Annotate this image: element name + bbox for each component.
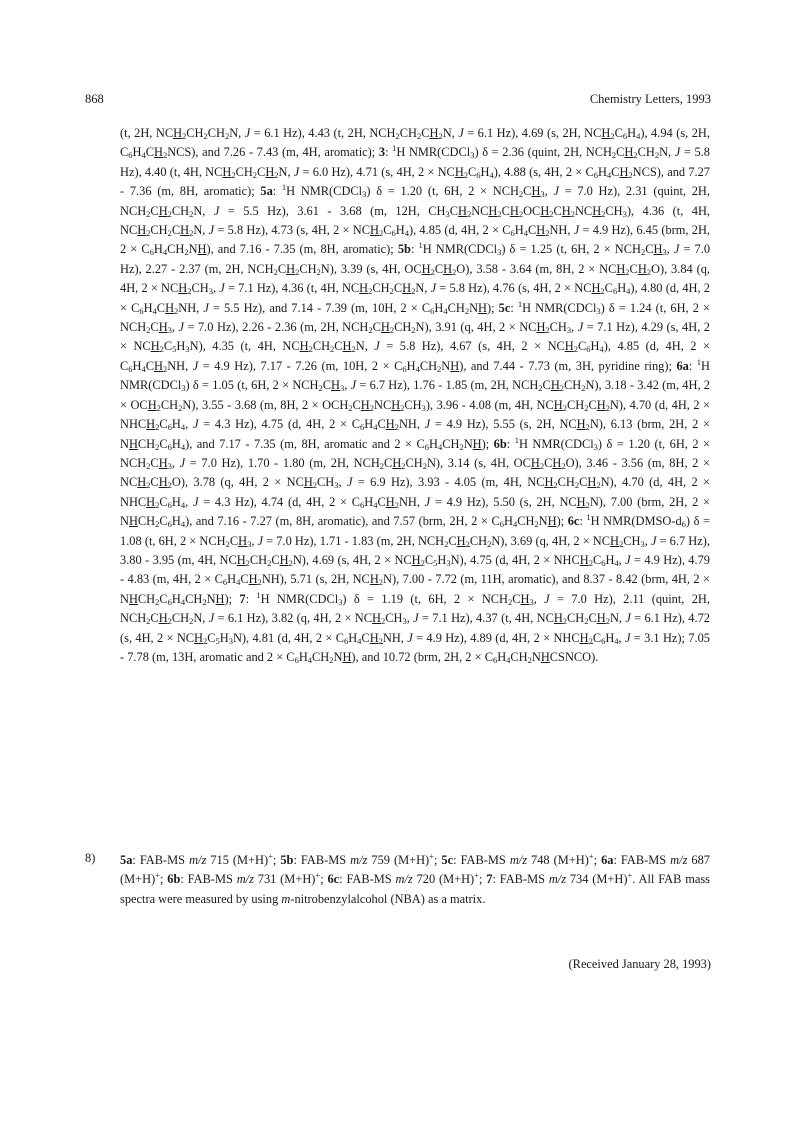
note-number: 8) (85, 851, 96, 865)
nmr-data-text: (t, 2H, $NCH_2CH_2CH_2N$, J = 6.1 Hz), 4.43 (t, 2H, $NCH_2CH_2CH_2N$, J = 6.1 Hz), 4.69 (s, 2H, $NCH_2C_6H_4$), 4.94 (s, 2H, $C_6H_4CH_2NCS$), and 7.26 - 7.43 (m, 4H, aromatic); 3: $^1$H NMR(CDCl$_3$) δ = 2.36 (quint, 2H, $NCH_2CH_2CH_2N$, J = 5.8 Hz), 4.40 (t, 4H, $NCH_2CH_2CH_2N$, J = 6.0 Hz), 4.71 (s, 4H, $2 \times NCH_2C_6H_4$), 4.88 (s, 4H, $2 \times C_6H_4CH_2NCS$), and 7.27 - 7.36 (m, 8H, aromatic); 5a: $^1$H NMR(CDCl$_3$) δ = 1.20 (t, 6H, $2 \times NCH_2CH_3$, J = 7.0 Hz), 2.31 (quint, 2H, $NCH_2CH_2CH_2N$, J = 5.5 Hz), 3.61 - 3.68 (m, 12H, $CH_3CH_2NCH_2CH_2OCH_2CH_2NCH_2CH_3$), 4.36 (t, 4H, $NCH_2CH_2CH_2N$, J = 5.8 Hz), 4.73 (s, 4H, $2 \times NCH_2C_6H_4$), 4.85 (d, 4H, $2 \times C_6H_4CH_2NH$, J = 4.9 Hz), 6.45 (brm, 2H, $2 \times C_6H_4CH_2NH$), and 7.16 - 7.35 (m, 8H, aromatic); 5b: $^1$H NMR(CDCl$_3$) δ = 1.25 (t, 6H, $2 \times NCH_2CH_3$, J = 7.0 Hz), 2.27 - 2.37 (m, 2H, $NCH_2CH_2CH_2N$), 3.39 (s, 4H, $OCH_2CH_2O$), 3.58 - 3.64 (m, 8H, $2 \times NCH_2CH_2O$), 3.84 (q, 4H, $2 \times NCH_2CH_3$, J = 7.1 Hz), 4.36 (t, 4H, $NCH_2CH_2CH_2N$, J = 5.8 Hz), 4.76 (s, 4H, $2 \times NCH_2C_6H_4$), 4.80 (d, 4H, $2 \times C_6H_4CH_2NH$, J = 5.5 Hz), and 7.14 - 7.39 (m, 10H, $2 \times C_6H_4CH_2NH$); 5c: $^1$H NMR(CDCl$_3$) δ = 1.24 (t, 6H, $2 \times NCH_2CH_3$, J = 7.0 Hz), 2.26 - 2.36 (m, 2H, $NCH_2CH_2CH_2N$), 3.91 (q, 4H, $2 \times NCH_2CH_3$, J = 7.1 Hz), 4.29 (s, 4H, $2 \times NCH_2C_5H_3N$), 4.35 (t, 4H, $NCH_2CH_2CH_2N$, J = 5.8 Hz), 4.67 (s, 4H, $2 \times NCH_2C_6H_4$), 4.85 (d, 4H, $2 \times C_6H_4CH_2NH$, J = 4.9 Hz), 7.17 - 7.26 (m, 10H, $2 \times C_6H_4CH_2NH$), and 7.44 - 7.73 (m, 3H, pyridine ring); 6a: $^1$H NMR(CDCl$_3$) δ = 1.05 (t, 6H, $2 \times NCH_2CH_3$, J = 6.7 Hz), 1.76 - 1.85 (m, 2H, $NCH_2CH_2CH_2N$), 3.18 - 3.42 (m, 4H, $2 \times OCH_2CH_2N$), 3.55 - 3.68 (m, 8H, $2 \times OCH_2CH_2NCH_2CH_3$), 3.96 - 4.08 (m, 4H, $NCH_2CH_2CH_2N$), 4.70 (d, 4H, $2 \times NHCH_2C_6H_4$, J = 4.3 Hz), 4.75 (d, 4H, $2 \times C_6H_4CH_2NH$, J = 4.9 Hz), 5.55 (s, 2H, $NCH_2N$), 6.13 (brm, 2H, $2 \times NHCH_2C_6H_4$), and 7.17 - 7.35 (m, 8H, aromatic and $2 \times C_6H_4CH_2NH$); 6b: $^1$H NMR(CDCl$_3$) δ = 1.20 (t, 6H, $2 \times NCH_2CH_3$, J = 7.0 Hz), 1.70 - 1.80 (m, 2H, $NCH_2CH_2CH_2N$), 3.14 (s, 4H, $OCH_2CH_2O$), 3.46 - 3.56 (m, 8H, $2 \times NCH_2CH_2O$), 3.78 (q, 4H, $2 \times NCH_2CH_3$, J = 6.9 Hz), 3.93 - 4.05 (m, 4H, $NCH_2CH_2CH_2N$), 4.70 (d, 4H, $2 \times NHCH_2C_6H_4$, J = 4.3 Hz), 4.74 (d, 4H, $2 \times C_6H_4CH_2NH$, J = 4.9 Hz), 5.50 (s, 2H, $NCH_2N$), 7.00 (brm, 2H, $2 \times NHCH_2C_6H_4$), and 7.16 - 7.27 (m, 8H, aromatic), and 7.57 (brm, 2H, $2 \times C_6H_4CH_2NH$); 6c: $^1$H $NMR(DMSO-d_6) \delta = 1.08$ (t, 6H, $2 \times NCH_2CH_3$, J = 7.0 Hz), 1.71 - 1.83 (m, 2H, $NCH_2CH_2CH_2N$), 3.69 (q, 4H, $2 \times NCH_2CH_3$, J = 6.7 Hz), 3.80 - 3.95 (m, 4H, $NCH_2CH_2CH_2N$), 4.69 (s, 4H, $2 \times NCH_2C_5H_3N$), 4.75 (d, 4H, $2 \times NHCH_2C_6H_4$, J = 4.9 Hz), 4.79 - 4.83 (m, 4H, $2 \times C_6H_4CH_2NH$), 5.71 (s, 2H, $NCH_2N$), 7.00 - 7.72 (m, 11H, aromatic), and 8.37 - 8.42 (brm, 4H, $2 \times NHCH_2C_6H_4CH_2NH$); 7: $^1$H NMR(CDCl$_3$) δ = 1.19 (t, 6H, $2 \times NCH_2CH_3$, J = 7.0 Hz), 2.11 (quint, 2H, $NCH_2CH_2CH_2N$, J = 6.1 Hz), 3.82 (q, 4H, $2 \times NCH_2CH_3$, J = 7.1 Hz), 4.37 (t, 4H, $NCH_2CH_2CH_2N$, J = 6.1 Hz), 4.72 (s, 4H, $2 \times NCH_2C_5H_3N$), 4.81 (d, 4H, $2 \times C_6H_4CH_2NH$, J = 4.9 Hz), 4.89 (d, 4H, $2 \times NHCH_2C_6H_4$, J = 3.1 Hz); 7.05 - 7.78 (m, 13H, aromatic and $2 \times C_6H_4CH_2NH$), and 10.72 (brm, 2H, $2 \times C_6H_4CH_2NHCSNCO$). (120, 126, 711, 665)
received-date: (Received January 28, 1993) (568, 957, 711, 971)
page-number: 868 (85, 92, 104, 106)
journal-header: Chemistry Letters, 1993 (589, 92, 711, 106)
nmr-data-paragraph (120, 124, 710, 667)
fab-ms-note: 5a: FAB-MS m/z 715 (M+H)+; 5b: FAB-MS m/z 759 (M+H)+; 5c: FAB-MS m/z 748 (M+H)+; 6a: FAB-MS m/z 687 (M+H)+; 6b: FAB-MS m/z 731 (M+H)+; 6c: FAB-MS m/z 720 (M+H)+; 7: FAB-MS m/z 734 (M+H)+. All FAB mass spectra were measured by using m-nitrobenzylalcohol (NBA) as a matrix. (120, 851, 711, 906)
